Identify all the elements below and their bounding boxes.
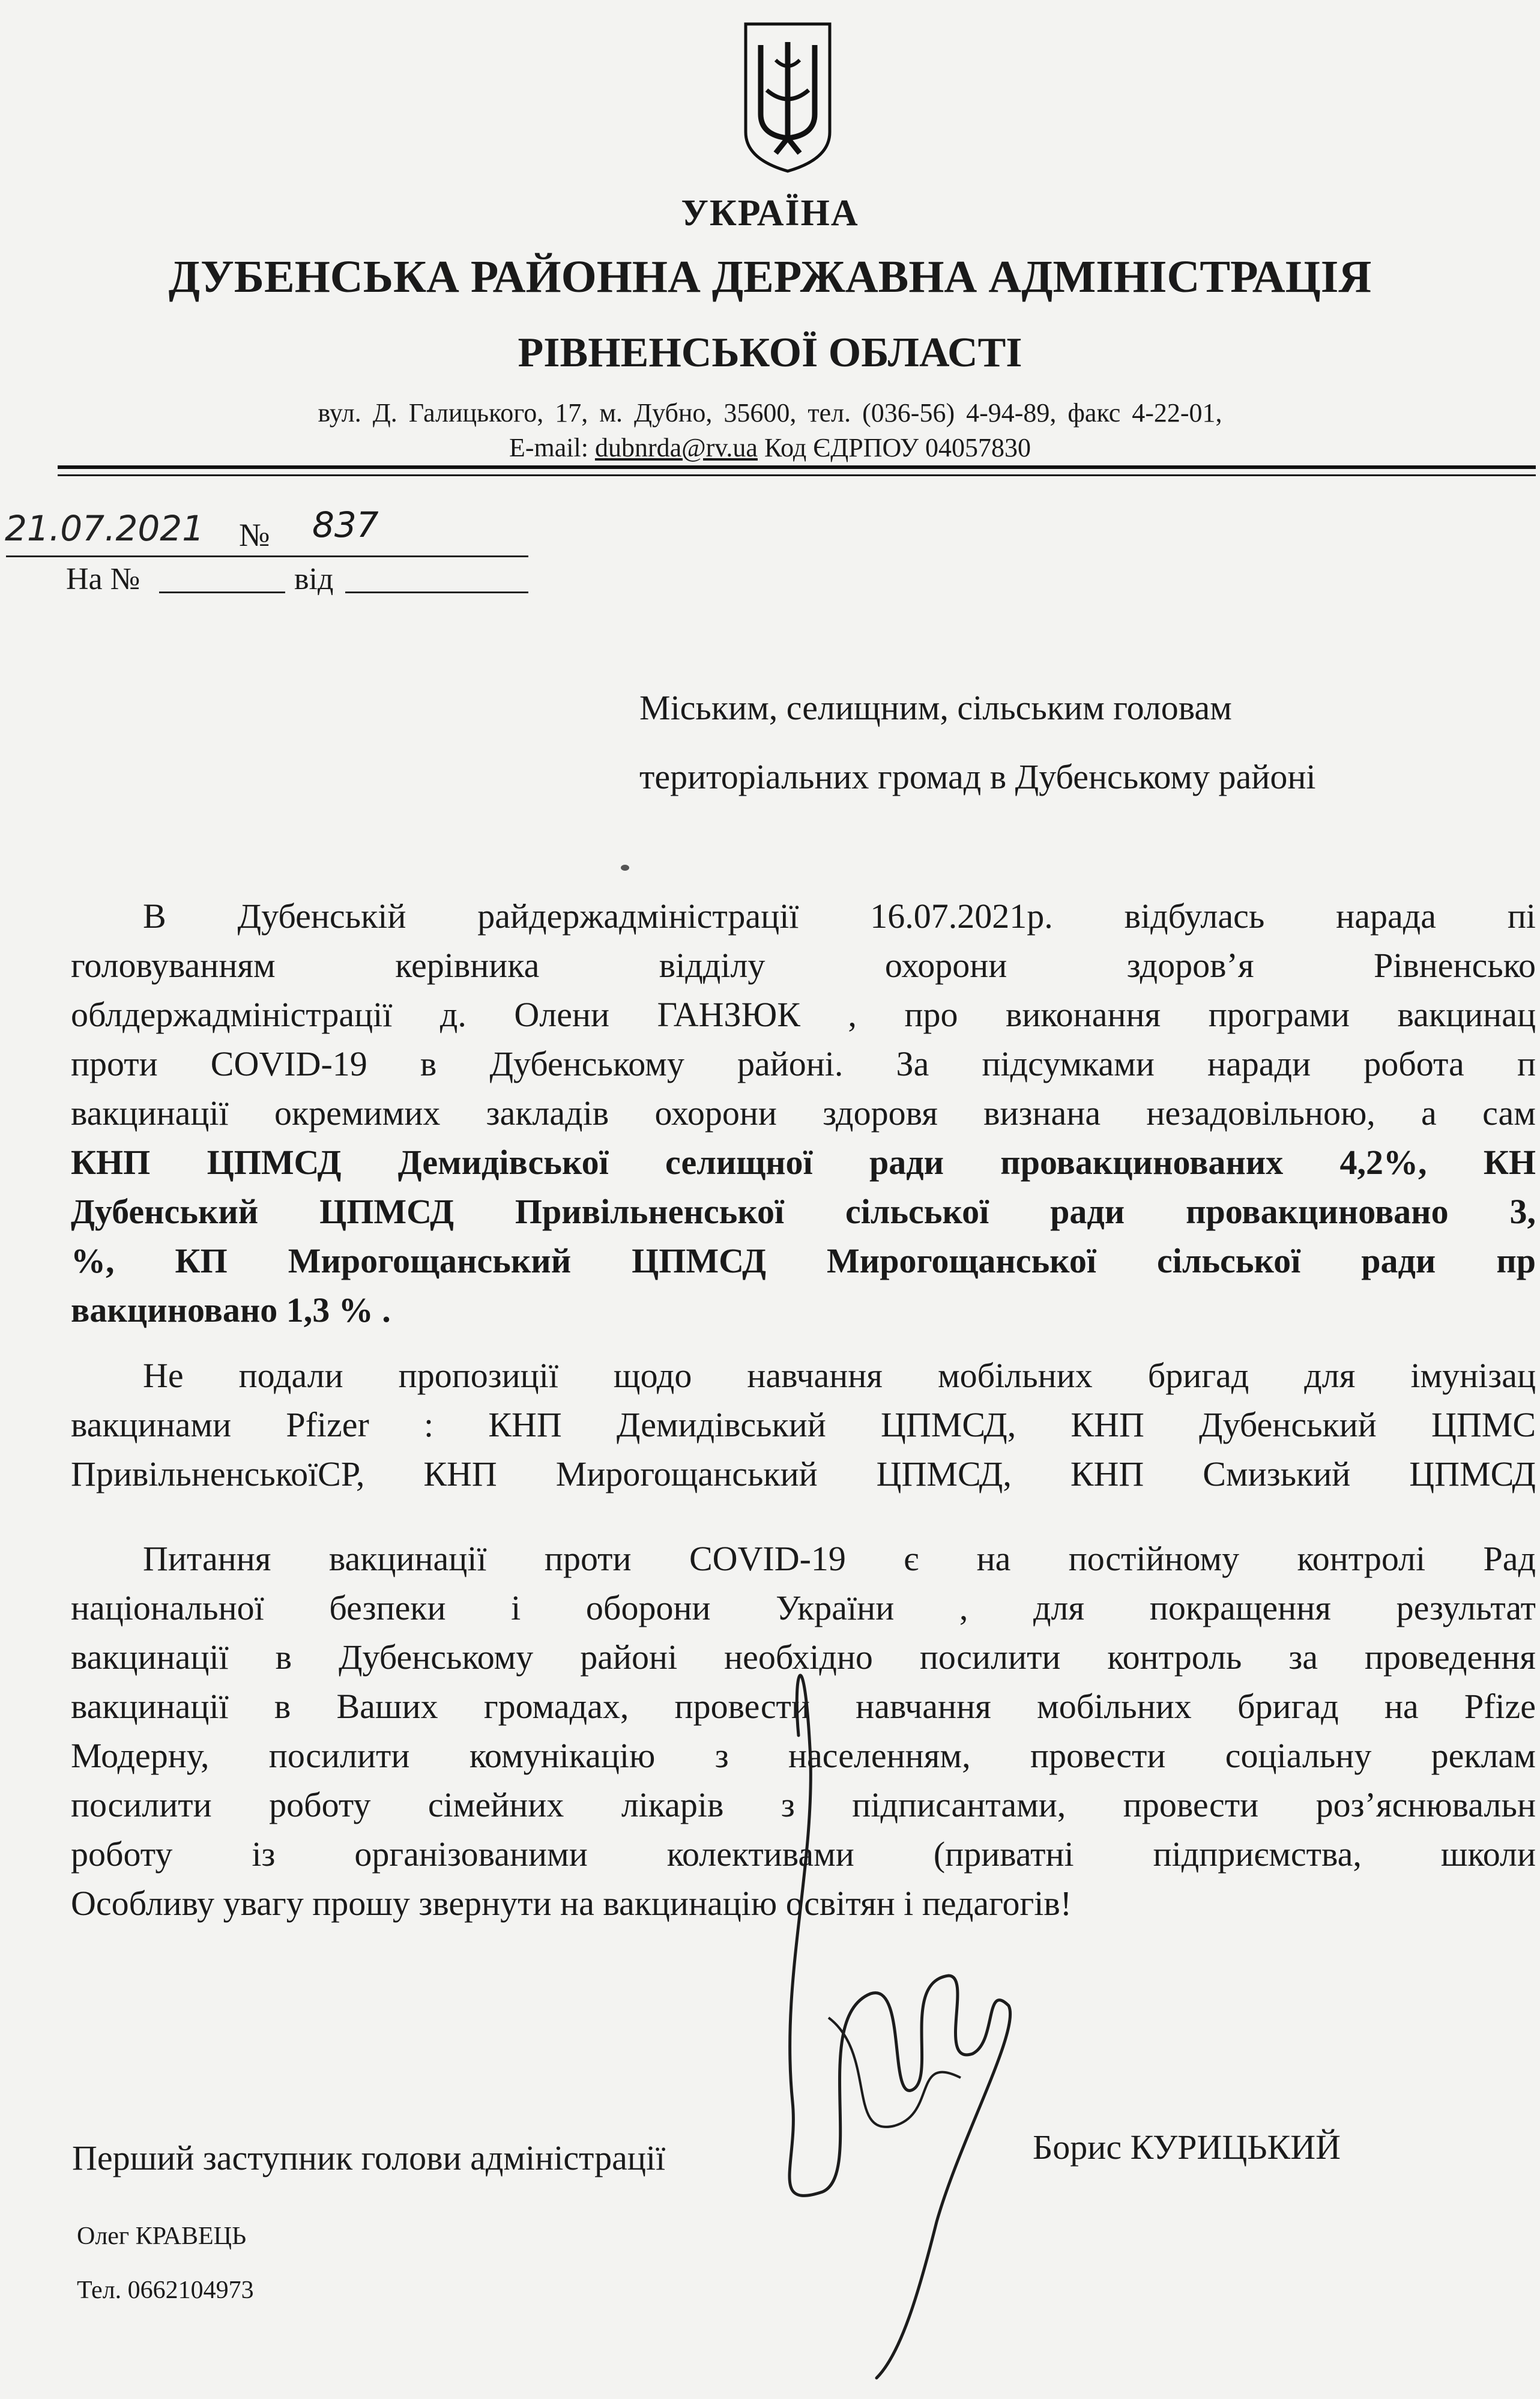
paragraph-line: посилити роботу сімейних лікарів з підписантами, провести роз’яснювальн [71,1785,1536,1824]
paragraph-line: вакцинами Pfizer : КНП Демидівський ЦПМСД, КНП Дубенський ЦПМС [71,1405,1536,1444]
paragraph-line-bold: вакциновано 1,3 % . [71,1290,391,1330]
executor-phone: Тел. 0662104973 [77,2276,254,2304]
outgoing-date: 21.07.2021 [5,508,205,549]
paragraph-line-bold: %, КП Мирогощанський ЦПМСД Мирогощанської сільської ради пр [71,1241,1536,1280]
reply-number-label: На № [66,562,140,596]
paragraph-line: Не подали пропозиції щодо навчання мобільних бригад для імунізац [143,1356,1536,1395]
addressee-line-1: Міським, селищним, сільським головам [639,688,1232,727]
executor-name: Олег КРАВЕЦЬ [77,2222,247,2250]
paragraph-2 [71,1351,1536,1499]
reply-number-underline [159,591,285,593]
address-line: вул. Д. Галицького, 17, м. Дубно, 35600, тел. (036-56) 4-94-89, факс 4-22-01, [318,398,1222,428]
addressee-line-2: територіальних громад в Дубенському районі [639,757,1316,796]
outgoing-number: 837 [312,504,379,545]
country-heading: УКРАЇНА [681,193,859,234]
header-rule-thin [58,474,1536,476]
trident-emblem-icon [740,18,836,174]
paragraph-1 [71,892,1536,1335]
paragraph-line: роботу із організованими колективами (приватні підприємства, школи [71,1835,1536,1874]
paragraph-line: вакцинації в Ваших громадах, провести навчання мобільних бригад на Pfize [71,1687,1536,1726]
organization-heading: ДУБЕНСЬКА РАЙОННА ДЕРЖАВНА АДМІНІСТРАЦІЯ [168,252,1372,302]
paragraph-line: облдержадміністрації д. Олени ГАНЗЮК , про виконання програми вакцинац [71,995,1536,1034]
ink-dot [621,865,629,871]
paragraph-line: національної безпеки і оборони України , для покращення результат [71,1588,1536,1627]
outgoing-underline [6,555,528,557]
header-rule-thick [58,465,1536,469]
paragraph-line: ПривільненськоїСР, КНП Мирогощанський ЦПМСД, КНП Смизький ЦПМСД [71,1454,1536,1493]
signatory-name: Борис КУРИЦЬКИЙ [1033,2128,1341,2167]
paragraph-line: В Дубенській райдержадміністрації 16.07.2021р. відбулась нарада пі [143,897,1536,936]
handwritten-signature [756,1561,1045,2390]
paragraph-line: Модерну, посилити комунікацію з населенням, провести соціальну реклам [71,1736,1536,1775]
signatory-position: Перший заступник голови адміністрації [72,2138,666,2177]
paragraph-line: Особливу увагу прошу звернути на вакцинацію освітян і педагогів! [71,1884,1072,1923]
paragraph-line-bold: КНП ЦПМСД Демидівської селищної ради провакцинованих 4,2%, КН [71,1143,1536,1182]
edrpou-code: Код ЄДРПОУ 04057830 [764,433,1031,462]
paragraph-line: вакцинації в Дубенському районі необхідно посилити контроль за проведення [71,1638,1536,1677]
paragraph-line: Питання вакцинації проти COVID-19 є на постійному контролі Рад [143,1539,1536,1578]
region-heading: РІВНЕНСЬКОЇ ОБЛАСТІ [518,330,1022,376]
paragraph-line-bold: Дубенський ЦПМСД Привільненської сільської ради провакциновано 3, [71,1192,1536,1231]
email-link[interactable]: dubnrda@rv.ua [594,433,758,462]
paragraph-line: головуванням керівника відділу охорони здоров’я Рівненсько [71,946,1536,985]
paragraph-line: проти COVID-19 в Дубенському районі. За підсумками наради робота п [71,1044,1536,1083]
email-label: E-mail: [509,433,588,462]
contact-line [0,432,1540,463]
outgoing-number-label: № [239,517,270,553]
reply-from-label: від [294,562,334,596]
reply-from-underline [345,591,528,593]
paragraph-line: вакцинації окремимих закладів охорони здоровя визнана незадовільною, а сам [71,1094,1536,1133]
